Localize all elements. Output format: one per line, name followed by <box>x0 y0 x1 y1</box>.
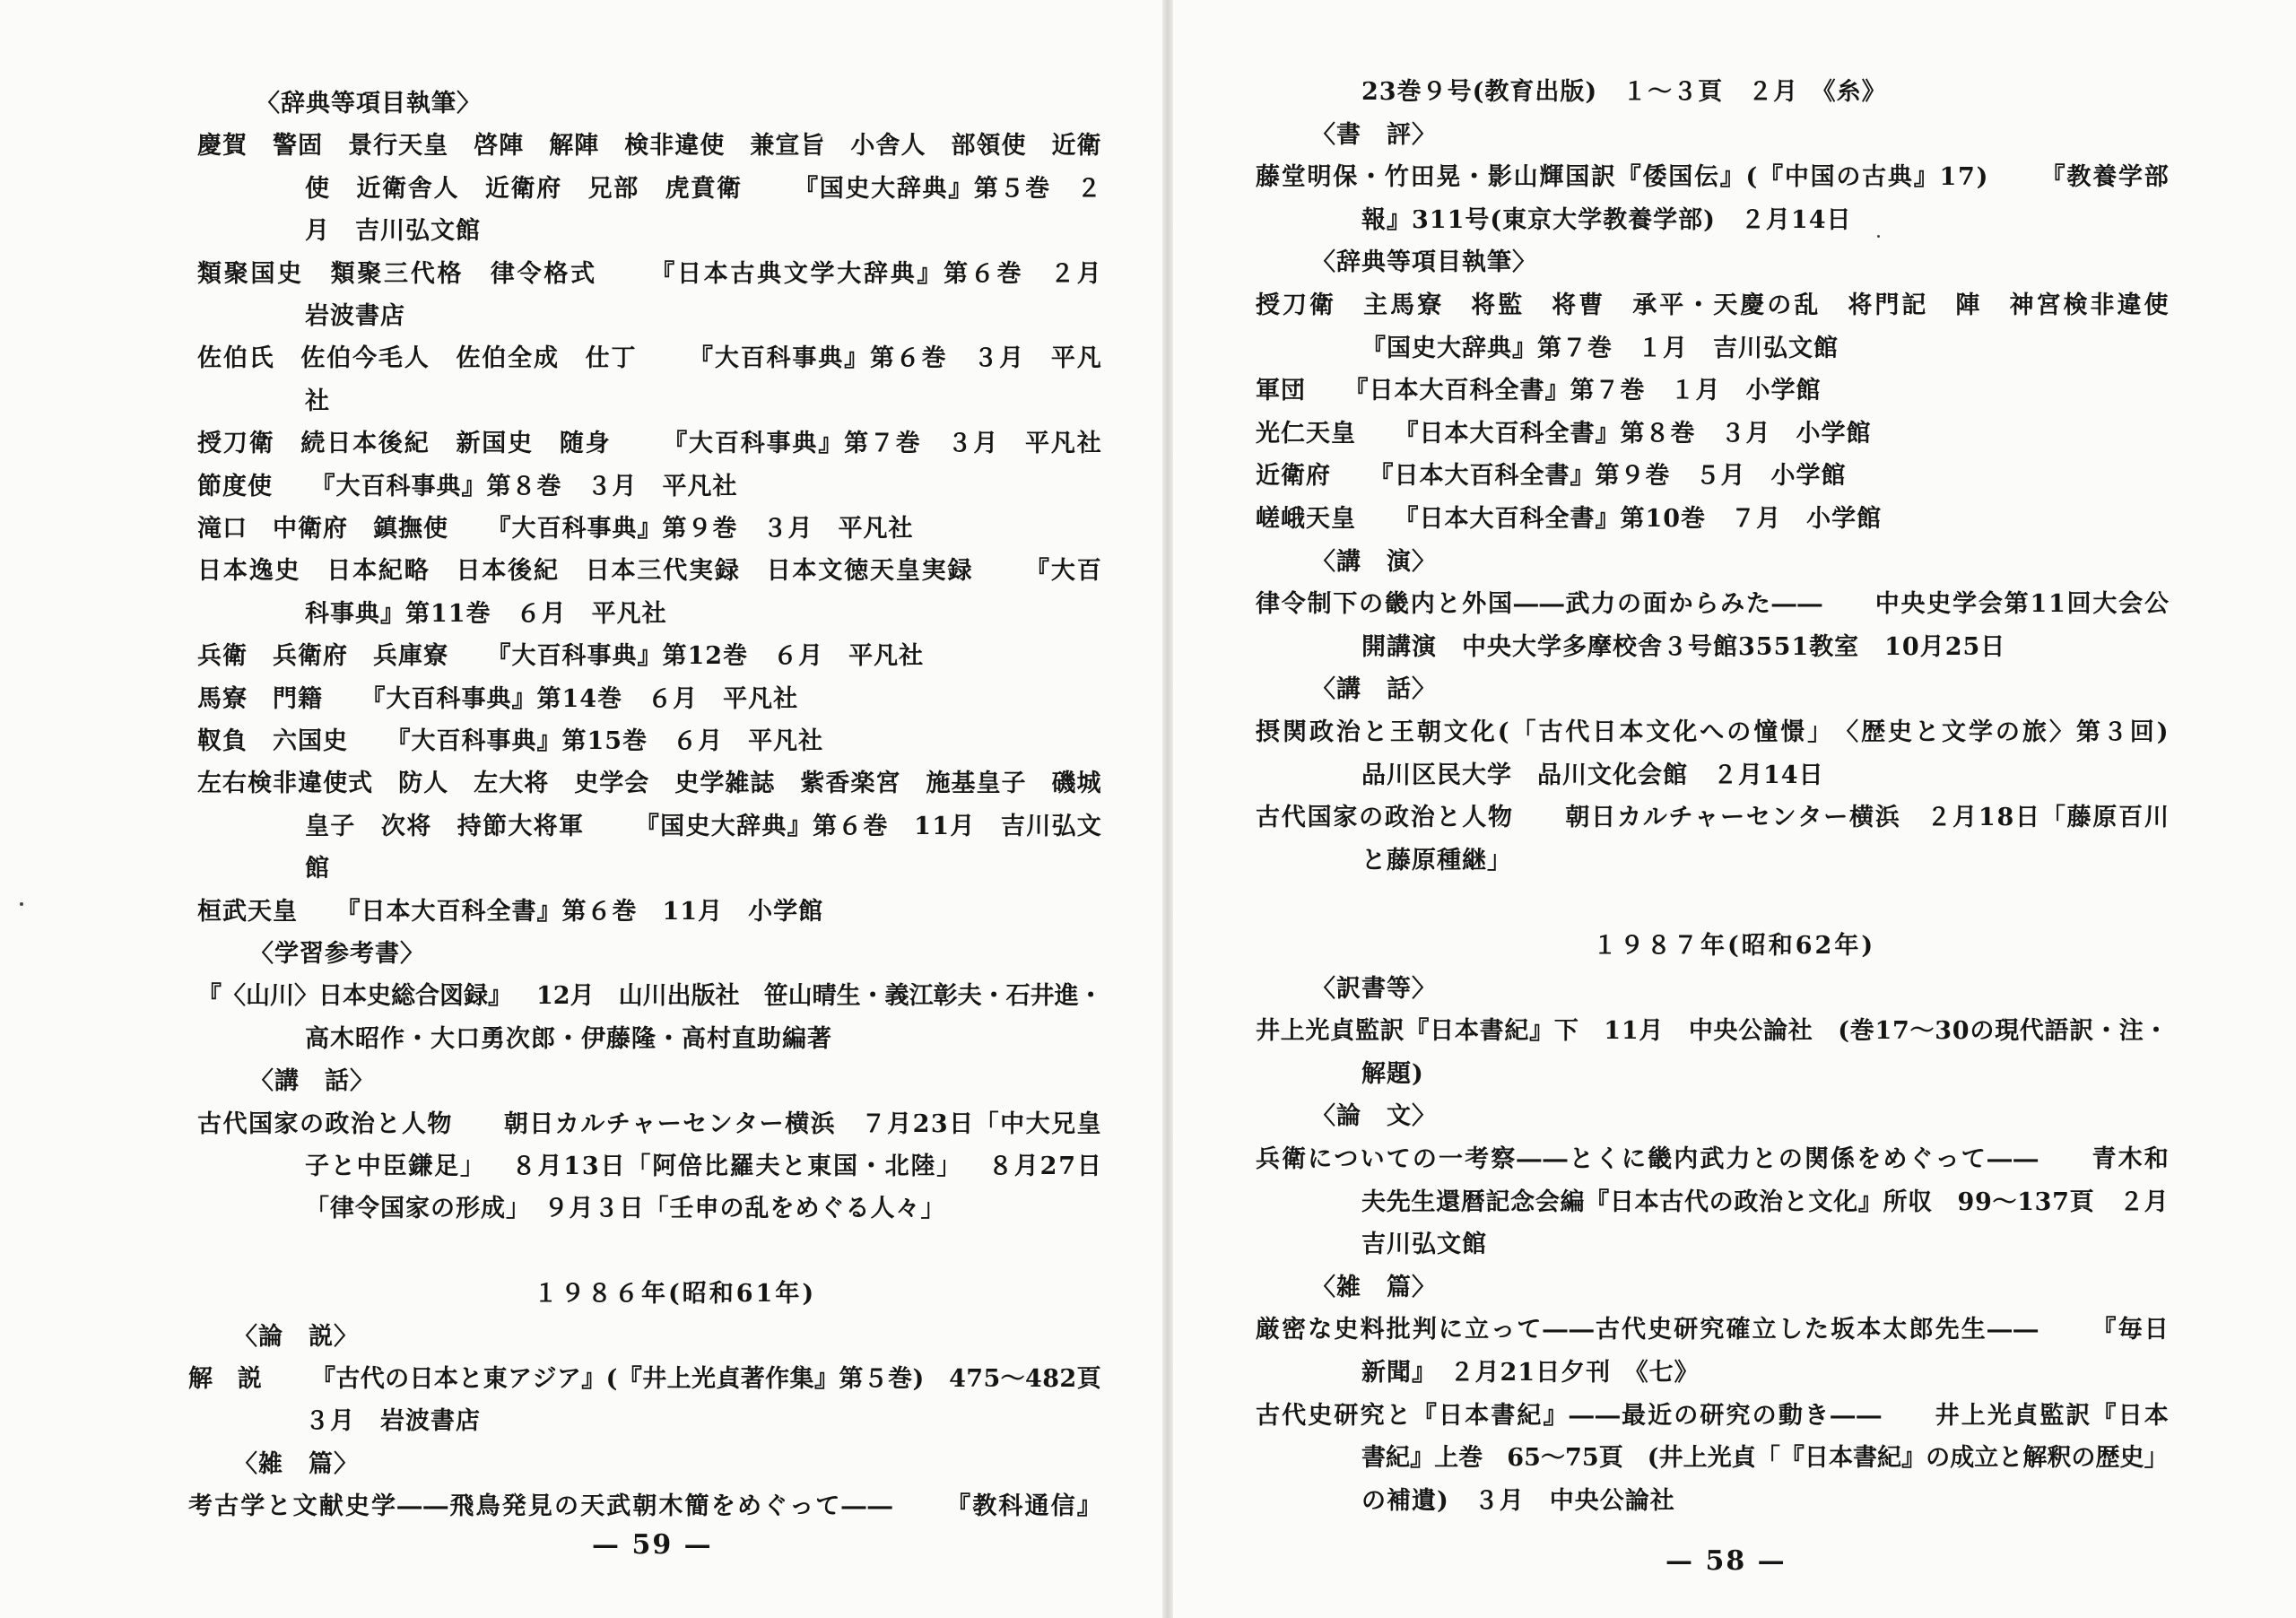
section-heading: 〈論 説〉 <box>233 1323 359 1351</box>
entry-line: 皇 子 次 将 持 節 大 将 軍 『 国 史 大 辞 典 』 第 ６ 巻 1 1 月 吉 川 弘 文 <box>305 813 1101 840</box>
entry-line: 佐 伯 氏 佐 伯 今 毛 人 佐 伯 全 成 仕 丁 『 大 百 科 事 典 』 第 ６ 巻 ３ 月 平 凡 <box>197 344 1101 372</box>
entry-line: 古 代 史 研 究 と 『 日 本 書 紀 』 ― ― 最 近 の 研 究 の 動 き ― ― 井 上 光 貞 監 訳 『 日 本 <box>1256 1402 2169 1430</box>
entry-line: 品川区民大学 品川文化会館 ２月14日 <box>1361 761 1824 789</box>
section-heading: 〈講 話〉 <box>249 1067 375 1095</box>
year-heading: １９８７年(昭和62年) <box>1593 932 1876 960</box>
entry-line: 摂 関 政 治 と 王 朝 文 化 ( 「 古 代 日 本 文 化 へ の 憧 憬 」 〈 歴 史 と 文 学 の 旅 〉 第 ３ 回 ) <box>1256 718 2169 746</box>
entry-line: 解 説 『 古 代 の 日 本 と 東 ア ジ ア 』 ( 『 井 上 光 貞 著 作 集 』 第 ５ 巻 ) 4 7 5 ～ 4 8 2 頁 <box>188 1365 1101 1393</box>
entry-line: 類 聚 国 史 類 聚 三 代 格 律 令 格 式 『 日 本 古 典 文 学 大 辞 典 』 第 ６ 巻 ２ 月 <box>197 260 1101 288</box>
entry-line: 報』311号(東京大学教養学部) ２月14日 <box>1361 206 1852 234</box>
entry-line: 桓武天皇 『日本大百科全書』第６巻 11月 小学館 <box>197 898 824 926</box>
entry-line: 子 と 中 臣 鎌 足 」 ８ 月 1 3 日 「 阿 倍 比 羅 夫 と 東 国 ・ 北 陸 」 ８ 月 2 7 日 <box>305 1153 1101 1180</box>
entry-line: 軍団 『日本大百科全書』第７巻 １月 小学館 <box>1256 377 1822 404</box>
entry-line: 『 〈 山 川 〉 日 本 史 総 合 図 録 』 1 2 月 山 川 出 版 社 笹 山 晴 生 ・ 義 江 彰 夫 ・ 石 井 進 ・ <box>197 982 1103 1010</box>
year-heading: １９８６年(昭和61年) <box>534 1280 817 1308</box>
entry-line: ３月 岩波書店 <box>305 1407 481 1435</box>
entry-line: 厳 密 な 史 料 批 判 に 立 っ て ― ― 古 代 史 研 究 確 立 し た 坂 本 太 郎 先 生 ― ― 『 毎 日 <box>1256 1316 2169 1344</box>
entry-line: 嵯峨天皇 『日本大百科全書』第10巻 ７月 小学館 <box>1256 505 1883 533</box>
entry-line: 靫負 六国史 『大百科事典』第15巻 ６月 平凡社 <box>197 727 824 755</box>
section-heading: 〈訳書等〉 <box>1311 975 1437 1003</box>
entry-line: 井 上 光 貞 監 訳 『 日 本 書 紀 』 下 1 1 月 中 央 公 論 社 ( 巻 1 7 ～ 3 0 の 現 代 語 訳 ・ 注 ・ <box>1256 1017 2169 1045</box>
entry-line: 兵衛 兵衛府 兵庫寮 『大百科事典』第12巻 ６月 平凡社 <box>197 642 925 670</box>
entry-line: 館 <box>305 855 330 883</box>
entry-line: 古 代 国 家 の 政 治 と 人 物 朝 日 カ ル チ ャ ー セ ン タ ー 横 浜 ２ 月 1 8 日 「 藤 原 百 川 <box>1256 804 2169 831</box>
section-heading: 〈学習参考書〉 <box>249 940 425 968</box>
entry-line: 日 本 逸 史 日 本 紀 略 日 本 後 紀 日 本 三 代 実 録 日 本 文 徳 天 皇 実 録 『 大 百 <box>197 557 1101 585</box>
entry-line: 吉川弘文館 <box>1361 1231 1487 1258</box>
entry-line: 開講演 中央大学多摩校舎３号館3551教室 10月25日 <box>1361 633 2006 661</box>
section-heading: 〈論 文〉 <box>1311 1102 1437 1130</box>
entry-line: 科事典』第11巻 ６月 平凡社 <box>305 600 667 628</box>
section-heading: 〈雑 篇〉 <box>1311 1274 1437 1301</box>
entry-line: 授 刀 衛 主 馬 寮 将 監 将 曹 承 平 ・ 天 慶 の 乱 将 門 記 陣 神 宮 検 非 違 使 <box>1256 291 2169 319</box>
section-heading: 〈辞典等項目執筆〉 <box>1311 248 1537 276</box>
entry-line: 古 代 国 家 の 政 治 と 人 物 朝 日 カ ル チ ャ ー セ ン タ ー 横 浜 ７ 月 2 3 日 「 中 大 兄 皇 <box>197 1110 1101 1138</box>
entry-line: 左 右 検 非 違 使 式 防 人 左 大 将 史 学 会 史 学 雑 誌 紫 香 楽 宮 施 基 皇 子 磯 城 <box>197 770 1101 797</box>
scan-speck <box>20 902 23 906</box>
right-page <box>1173 0 2296 1618</box>
entry-line: 解題) <box>1361 1060 1424 1088</box>
entry-line: 岩波書店 <box>305 302 405 330</box>
entry-line: 授 刀 衛 続 日 本 後 紀 新 国 史 随 身 『 大 百 科 事 典 』 第 ７ 巻 ３ 月 平 凡 社 <box>197 430 1101 457</box>
page-number: — 59 — <box>592 1529 713 1561</box>
entry-line: の補遺) ３月 中央公論社 <box>1361 1487 1675 1515</box>
entry-line: 慶 賀 警 固 景 行 天 皇 啓 陣 解 陣 検 非 違 使 兼 宣 旨 小 舎 人 部 領 使 近 衛 <box>197 132 1101 160</box>
entry-line: 節度使 『大百科事典』第８巻 ３月 平凡社 <box>197 473 738 500</box>
page-number: — 58 — <box>1665 1545 1787 1577</box>
entry-line: 律 令 制 下 の 畿 内 と 外 国 ― ― 武 力 の 面 か ら み た ― ― 中 央 史 学 会 第 1 1 回 大 会 公 <box>1256 590 2169 618</box>
entry-line: 書 紀 』 上 巻 6 5 ～ 7 5 頁 ( 井 上 光 貞 「 『 日 本 書 紀 』 の 成 立 と 解 釈 の 歴 史 」 <box>1361 1444 2169 1472</box>
entry-line: 社 <box>305 387 330 415</box>
section-heading: 〈講 話〉 <box>1311 675 1437 703</box>
section-heading: 〈講 演〉 <box>1311 548 1437 576</box>
entry-line: 月 吉川弘文館 <box>305 217 481 245</box>
entry-line: 滝口 中衛府 鎮撫使 『大百科事典』第９巻 ３月 平凡社 <box>197 515 914 543</box>
entry-line: と藤原種継」 <box>1361 847 1512 874</box>
entry-line: 「律令国家の形成」 ９月３日「壬申の乱をめぐる人々」 <box>305 1195 946 1222</box>
entry-line: 光仁天皇 『日本大百科全書』第８巻 ３月 小学館 <box>1256 420 1872 448</box>
entry-line: 夫 先 生 還 暦 記 念 会 編 『 日 本 古 代 の 政 治 と 文 化 』 所 収 9 9 ～ 1 3 7 頁 ２ 月 <box>1361 1188 2169 1216</box>
entry-line: 高木昭作・大口勇次郎・伊藤隆・高村直助編著 <box>305 1025 832 1053</box>
entry-line: 23巻９号(教育出版) １～３頁 ２月 《糸》 <box>1361 78 1887 106</box>
section-heading: 〈辞典等項目執筆〉 <box>256 90 482 117</box>
entry-line: 新聞』 ２月21日夕刊 《七》 <box>1361 1359 1700 1387</box>
entry-line: 使 近 衛 舎 人 近 衛 府 兄 部 虎 賁 衛 『 国 史 大 辞 典 』 第 ５ 巻 ２ <box>305 175 1101 203</box>
entry-line: 『国史大辞典』第７巻 １月 吉川弘文館 <box>1361 335 1839 362</box>
scan-speck <box>1877 235 1880 238</box>
entry-line: 兵 衛 に つ い て の 一 考 察 ― ― と く に 畿 内 武 力 と の 関 係 を め ぐ っ て ― ― 青 木 和 <box>1256 1145 2169 1173</box>
section-heading: 〈書 評〉 <box>1311 121 1437 149</box>
entry-line: 馬寮 門籍 『大百科事典』第14巻 ６月 平凡社 <box>197 685 799 713</box>
entry-line: 近衛府 『日本大百科全書』第９巻 ５月 小学館 <box>1256 462 1847 490</box>
entry-line: 藤 堂 明 保 ・ 竹 田 晃 ・ 影 山 輝 国 訳 『 倭 国 伝 』 ( 『 中 国 の 古 典 』 1 7 ) 『 教 養 学 部 <box>1256 163 2169 191</box>
section-heading: 〈雑 篇〉 <box>233 1450 359 1478</box>
entry-line: 考 古 学 と 文 献 史 学 ― ― 飛 鳥 発 見 の 天 武 朝 木 簡 を め ぐ っ て ― ― 『 教 科 通 信 』 <box>188 1492 1101 1520</box>
book-gutter <box>1162 0 1173 1618</box>
